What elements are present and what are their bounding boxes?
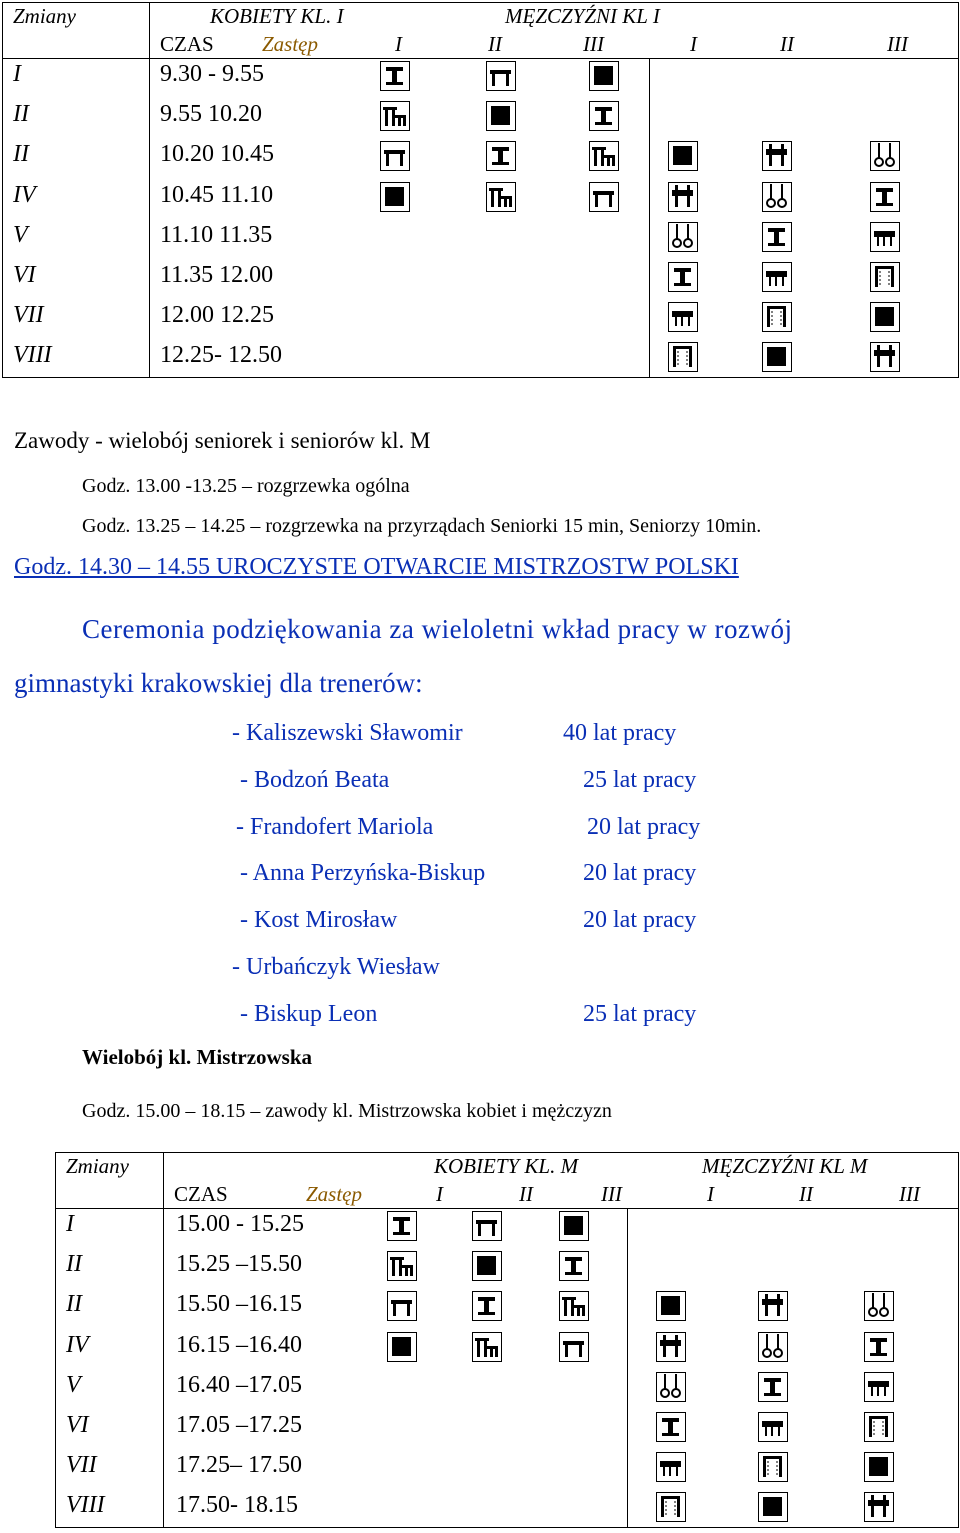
uneven-bars-icon xyxy=(387,1291,417,1321)
pommel-horse-icon xyxy=(758,1291,788,1321)
vault-icon xyxy=(387,1251,417,1281)
trainer-years: 20 lat pracy xyxy=(583,860,697,887)
time-slot: 11.35 12.00 xyxy=(160,262,274,288)
trainer-years: 20 lat pracy xyxy=(583,907,697,934)
zawody-time-line: Godz. 15.00 – 18.15 – zawody kl. Mistrzowska kobiet i mężczyzn xyxy=(82,1100,612,1122)
high-bar-icon xyxy=(656,1492,686,1522)
header-m-col-3: III xyxy=(887,31,908,56)
time-slot: 10.45 11.10 xyxy=(160,181,274,208)
header-k-col-2: II xyxy=(488,31,502,56)
balance-beam-icon xyxy=(472,1291,502,1321)
high-bar-icon xyxy=(758,1452,788,1482)
rings-icon xyxy=(864,1291,894,1321)
uneven-bars-icon xyxy=(589,182,619,212)
rings-icon xyxy=(762,182,792,212)
balance-beam-icon xyxy=(758,1372,788,1402)
time-slot: 10.20 10.45 xyxy=(160,141,274,168)
schedule-table-class-1 xyxy=(2,2,959,378)
trainer-years: 25 lat pracy xyxy=(583,766,697,793)
header-zmiany-cell xyxy=(56,1153,164,1209)
floor-icon xyxy=(870,302,900,332)
schedule-table-class-m xyxy=(55,1152,959,1528)
header-zmiany-cell xyxy=(3,3,150,59)
zmiana-label: I xyxy=(13,61,21,87)
header-kobiety: KOBIETY KL. M xyxy=(434,1154,579,1178)
parallel-bars-icon xyxy=(758,1412,788,1442)
pommel-horse-icon xyxy=(656,1332,686,1362)
balance-beam-icon xyxy=(668,262,698,292)
zmiany-column xyxy=(56,1209,164,1528)
time-slot: 9.55 10.20 xyxy=(160,101,262,128)
floor-icon xyxy=(668,141,698,171)
floor-icon xyxy=(656,1291,686,1321)
time-slot: 16.15 –16.40 xyxy=(176,1331,302,1358)
header-columns-cell xyxy=(164,1181,959,1209)
header-k-col-1: I xyxy=(395,31,402,56)
time-slot: 15.25 –15.50 xyxy=(176,1251,302,1278)
kobiety-apparatus-area xyxy=(344,59,650,378)
rings-icon xyxy=(870,141,900,171)
rings-icon xyxy=(656,1372,686,1402)
zmiana-label: II xyxy=(13,141,29,168)
zawody-title: Zawody - wielobój seniorek i seniorów kl. M xyxy=(14,428,431,453)
parallel-bars-icon xyxy=(668,302,698,332)
header-k-col-2: II xyxy=(519,1181,533,1206)
parallel-bars-icon xyxy=(656,1452,686,1482)
vault-icon xyxy=(486,182,516,212)
rings-icon xyxy=(758,1332,788,1362)
zmiana-label: V xyxy=(13,221,28,248)
rings-icon xyxy=(668,222,698,252)
pommel-horse-icon xyxy=(668,182,698,212)
header-czas: CZAS xyxy=(160,31,214,56)
header-zmiany: Zmiany xyxy=(66,1154,129,1178)
czas-column xyxy=(164,1209,364,1528)
floor-icon xyxy=(380,182,410,212)
floor-icon xyxy=(589,61,619,91)
zmiana-label: IV xyxy=(13,181,36,208)
time-slot: 15.50 –16.15 xyxy=(176,1291,302,1318)
floor-icon xyxy=(387,1332,417,1362)
time-slot: 17.50- 18.15 xyxy=(176,1492,298,1519)
floor-icon xyxy=(762,342,792,372)
trainer-years: 40 lat pracy xyxy=(563,720,677,746)
opening-ceremony-line: Godz. 14.30 – 14.55 UROCZYSTE OTWARCIE MISTRZOSTW POLSKI xyxy=(14,554,739,580)
time-slot: 17.05 –17.25 xyxy=(176,1412,302,1438)
header-mezczyzni: MĘZCZYŹNI KL I xyxy=(505,4,660,28)
balance-beam-icon xyxy=(864,1332,894,1362)
zmiana-label: IV xyxy=(66,1331,89,1358)
header-k-col-3: III xyxy=(601,1181,622,1206)
header-columns-cell xyxy=(150,31,959,59)
trainer-years: 25 lat pracy xyxy=(583,1000,697,1027)
trainer-name: - Kaliszewski Sławomir xyxy=(232,720,463,746)
zmiana-label: V xyxy=(66,1371,81,1398)
high-bar-icon xyxy=(870,262,900,292)
zmiana-label: VII xyxy=(66,1452,97,1479)
vault-icon xyxy=(559,1291,589,1321)
time-slot: 15.00 - 15.25 xyxy=(176,1211,304,1237)
trainer-name: - Biskup Leon xyxy=(240,1000,378,1027)
uneven-bars-icon xyxy=(472,1211,502,1241)
header-zastep: Zastęp xyxy=(306,1181,363,1206)
parallel-bars-icon xyxy=(870,222,900,252)
pommel-horse-icon xyxy=(762,141,792,171)
zmiana-label: VIII xyxy=(66,1492,105,1519)
ceremony-heading-line1: Ceremonia podziękowania za wieloletni wkład pracy w rozwój xyxy=(82,614,793,644)
trainer-name: - Bodzoń Beata xyxy=(240,766,390,793)
balance-beam-icon xyxy=(762,222,792,252)
header-m-col-1: I xyxy=(707,1181,714,1206)
header-czas: CZAS xyxy=(174,1181,228,1206)
floor-icon xyxy=(758,1492,788,1522)
ceremony-heading-line2: gimnastyki krakowskiej dla trenerów: xyxy=(14,668,423,698)
vault-icon xyxy=(380,101,410,131)
trainer-name: - Kost Mirosław xyxy=(240,907,398,934)
parallel-bars-icon xyxy=(762,262,792,292)
trainer-name: - Anna Perzyńska-Biskup xyxy=(240,860,486,887)
wielobój-heading: Wielobój kl. Mistrzowska xyxy=(82,1045,313,1069)
header-kobiety: KOBIETY KL. I xyxy=(210,4,344,28)
balance-beam-icon xyxy=(656,1412,686,1442)
balance-beam-icon xyxy=(486,141,516,171)
vault-icon xyxy=(589,141,619,171)
zmiana-label: II xyxy=(66,1251,82,1278)
zmiana-label: VII xyxy=(13,302,44,329)
time-slot: 9.30 - 9.55 xyxy=(160,61,264,87)
trainer-name: - Urbańczyk Wiesław xyxy=(232,954,440,980)
floor-icon xyxy=(864,1452,894,1482)
high-bar-icon xyxy=(762,302,792,332)
uneven-bars-icon xyxy=(559,1332,589,1362)
zmiana-label: VI xyxy=(66,1412,89,1438)
balance-beam-icon xyxy=(559,1251,589,1281)
pommel-horse-icon xyxy=(864,1492,894,1522)
schedule-line-warmup: Godz. 13.00 -13.25 – rozgrzewka ogólna xyxy=(82,475,410,497)
zmiana-label: II xyxy=(66,1291,82,1318)
time-slot: 12.00 12.25 xyxy=(160,302,274,329)
balance-beam-icon xyxy=(870,182,900,212)
time-slot: 12.25- 12.50 xyxy=(160,342,282,369)
header-groups-cell xyxy=(150,3,959,31)
header-zmiany: Zmiany xyxy=(13,4,76,28)
parallel-bars-icon xyxy=(864,1372,894,1402)
balance-beam-icon xyxy=(380,61,410,91)
header-mezczyzni: MĘZCZYŹNI KL M xyxy=(702,1154,868,1178)
floor-icon xyxy=(486,101,516,131)
header-k-col-3: III xyxy=(583,31,604,56)
kobiety-apparatus-area xyxy=(364,1209,628,1528)
balance-beam-icon xyxy=(589,101,619,131)
czas-column xyxy=(150,59,344,378)
uneven-bars-icon xyxy=(380,141,410,171)
zmiana-label: II xyxy=(13,101,29,128)
uneven-bars-icon xyxy=(486,61,516,91)
high-bar-icon xyxy=(864,1412,894,1442)
vault-icon xyxy=(472,1332,502,1362)
mezczyzni-apparatus-area xyxy=(650,59,959,378)
schedule-line-apparatus-warmup: Godz. 13.25 – 14.25 – rozgrzewka na przyrządach Seniorki 15 min, Seniorzy 10min. xyxy=(82,515,762,537)
zmiany-column xyxy=(3,59,150,378)
trainer-years: 20 lat pracy xyxy=(587,813,701,840)
header-m-col-1: I xyxy=(690,31,697,56)
trainer-name: - Frandofert Mariola xyxy=(236,813,434,840)
floor-icon xyxy=(472,1251,502,1281)
header-m-col-3: III xyxy=(899,1181,920,1206)
time-slot: 11.10 11.35 xyxy=(160,221,273,248)
header-groups-cell xyxy=(164,1153,959,1181)
zmiana-label: I xyxy=(66,1211,74,1237)
high-bar-icon xyxy=(668,342,698,372)
zmiana-label: VI xyxy=(13,262,36,288)
header-k-col-1: I xyxy=(436,1181,443,1206)
time-slot: 17.25– 17.50 xyxy=(176,1452,302,1479)
zmiana-label: VIII xyxy=(13,342,52,369)
header-m-col-2: II xyxy=(780,31,794,56)
balance-beam-icon xyxy=(387,1211,417,1241)
header-zastep: Zastęp xyxy=(262,31,319,56)
floor-icon xyxy=(559,1211,589,1241)
pommel-horse-icon xyxy=(870,342,900,372)
header-m-col-2: II xyxy=(799,1181,813,1206)
mezczyzni-apparatus-area xyxy=(628,1209,959,1528)
time-slot: 16.40 –17.05 xyxy=(176,1371,302,1398)
